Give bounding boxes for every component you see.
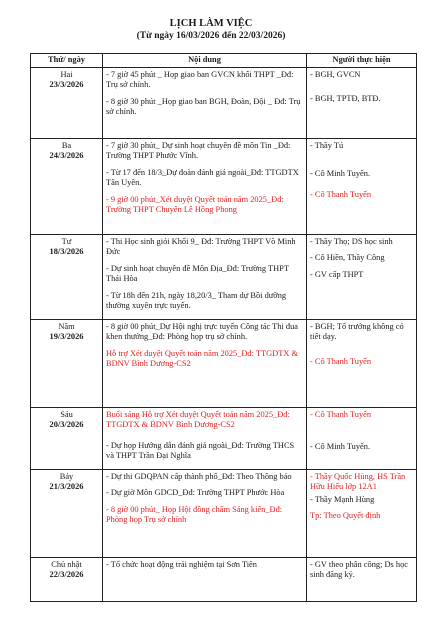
table-row [31, 67, 417, 138]
day-cell [31, 138, 103, 234]
day-cell [31, 557, 103, 601]
day-date: 20/3/2026 [49, 420, 84, 429]
responsible-cell [307, 557, 417, 601]
content-cell [103, 557, 307, 601]
responsible-cell [307, 67, 417, 138]
responsible-item: - Cô Minh Tuyến. [310, 442, 371, 451]
responsible-cell [307, 138, 417, 234]
responsible-item-highlight: - Cô Thanh Tuyến [310, 409, 372, 419]
page-subtitle: (Từ ngày 16/03/2026 đến 22/03/2026) [136, 31, 286, 41]
day-cell [31, 67, 103, 138]
table-row [31, 469, 417, 557]
responsible-cell [307, 469, 417, 557]
content-item: - Từ 18h đến 21h, ngày 18,20/3_ Tham dự Bồi dưỡng thường xuyên trực tuyến. [106, 290, 287, 310]
day-cell [31, 469, 103, 557]
content-item: - Dự thi GDQPAN cấp thành phố_Đđ: Theo Thông báo [106, 471, 292, 481]
content-item: - 7 giờ 30 phút_ Dự sinh hoạt chuyên đề môn Tin _Đđ: Trường THPT Phước Vĩnh. [106, 140, 291, 160]
day-name: Sáu [60, 409, 73, 419]
responsible-item: - BGH, TPTĐ, BTĐ. [310, 94, 381, 103]
day-cell [31, 407, 103, 469]
table-row [31, 138, 417, 234]
day-name: Hai [60, 69, 73, 79]
day-date: 22/3/2026 [49, 570, 84, 579]
responsible-item: - BGH; Tổ trưởng không có tiết dạy. [310, 321, 404, 341]
content-item-highlight: - 8 giờ 00 phút_ Họp Hội đồng chấm Sáng kiến_Đđ: Phòng họp Trụ sở chính [106, 504, 283, 524]
day-date: 21/3/2026 [49, 482, 84, 491]
content-item: - 8 giờ 30 phút _Họp giao ban BGH, Đoàn, Đội _ Đđ: Trụ sở chính. [106, 96, 301, 116]
responsible-item: - Thầy Mạnh Hùng [310, 494, 375, 504]
content-item: - Thi Học sinh giỏi Khối 9_ Đđ: Trường THPT Võ Minh Đức [106, 236, 296, 256]
day-cell [31, 319, 103, 407]
content-item: - Dự giờ Môn GDCD_Đđ: Trường THPT Phước Hòa [106, 488, 285, 497]
content-cell [103, 67, 307, 138]
content-item: - Từ 17 đến 18/3_Dự đoàn đánh giá ngoài_Đđ: TTGDTX Tân Uyên. [106, 167, 299, 187]
table-row [31, 319, 417, 407]
responsible-item-highlight: - Cô Thanh Tuyến [310, 356, 372, 366]
day-date: 24/3/2026 [49, 151, 84, 160]
page-title: LỊCH LÀM VIỆC [169, 18, 253, 29]
content-item-highlight: - 9 giờ 00 phút_Xét duyệt Quyết toán năm 2025_Đđ: Trường THPT Chuyên Lê Hồng Phong [106, 194, 284, 214]
day-name: Chủ nhật [51, 559, 82, 569]
table-header-row [31, 54, 417, 68]
table-row [31, 557, 417, 601]
responsible-cell [307, 319, 417, 407]
day-name: Tư [61, 236, 72, 246]
responsible-item: - Cô Hiền, Thầy Công [310, 253, 385, 262]
day-date: 19/3/2026 [49, 332, 84, 341]
responsible-item-highlight: - Cô Thanh Tuyến [310, 189, 372, 199]
day-name: Ba [61, 140, 72, 150]
day-date: 23/3/2026 [49, 80, 84, 89]
content-item: - 8 giờ 00 phút_Dự Hội nghị trực tuyến Công tác Thi đua khen thưởng_Đđ: Phòng họp trụ sở chính. [106, 321, 298, 341]
content-item: - Dự họp Hướng dẫn đánh giá ngoài_Đđ: Trường THCS và THPT Trần Đại Nghĩa [106, 440, 295, 460]
responsible-item: - GV theo phân công; Ds học sinh đăng ký. [310, 559, 409, 579]
schedule-table [30, 53, 417, 602]
content-cell [103, 234, 307, 319]
responsible-cell [307, 407, 417, 469]
table-row [31, 234, 417, 319]
responsible-item: - BGH, GVCN [310, 69, 361, 79]
responsible-item: - GV cấp THPT [310, 269, 364, 279]
content-cell [103, 138, 307, 234]
responsible-item: - Thầy Tú [310, 140, 344, 150]
content-cell [103, 407, 307, 469]
content-item-highlight: Hỗ trợ Xét duyệt Quyết toán năm 2025_Đđ: TTGDTX & BDNV Bình Dương-CS2 [106, 348, 298, 368]
table-row [31, 407, 417, 469]
day-date: 18/3/2026 [49, 247, 84, 256]
content-item: - Dự sinh hoạt chuyên đề Môn Địa_Đđ: Trường THPT Thái Hòa [106, 263, 289, 283]
header-responsible: Người thực hiện [307, 54, 417, 68]
responsible-item: - Cô Minh Tuyến. [310, 169, 371, 178]
day-name: Bảy [59, 471, 74, 481]
header-content: Nội dung [103, 54, 307, 68]
responsible-item: - Thầy Thọ; DS học sinh [310, 236, 393, 246]
responsible-item-highlight: Tp: Theo Quyết định [310, 511, 381, 520]
content-cell [103, 469, 307, 557]
day-name: Năm [58, 321, 75, 331]
content-item: - Tổ chức hoạt động trải nghiệm tại Sơn Tiên [106, 559, 257, 569]
content-item-highlight: Buổi sáng Hỗ trợ Xét duyệt Quyết toán năm 2025_Đđ: TTGDTX & BDNV Bình Dương-CS2 [106, 409, 290, 429]
day-cell [31, 234, 103, 319]
responsible-cell [307, 234, 417, 319]
responsible-item-highlight: - Thầy Quốc Hùng, HS Trần Hữu Hiếu lớp 12A1 [310, 471, 406, 491]
content-item: - 7 giờ 45 phút _ Họp giao ban GVCN khối THPT _Đđ: Trụ sở chính. [106, 69, 294, 89]
content-cell [103, 319, 307, 407]
header-day: Thứ/ ngày [31, 54, 103, 68]
